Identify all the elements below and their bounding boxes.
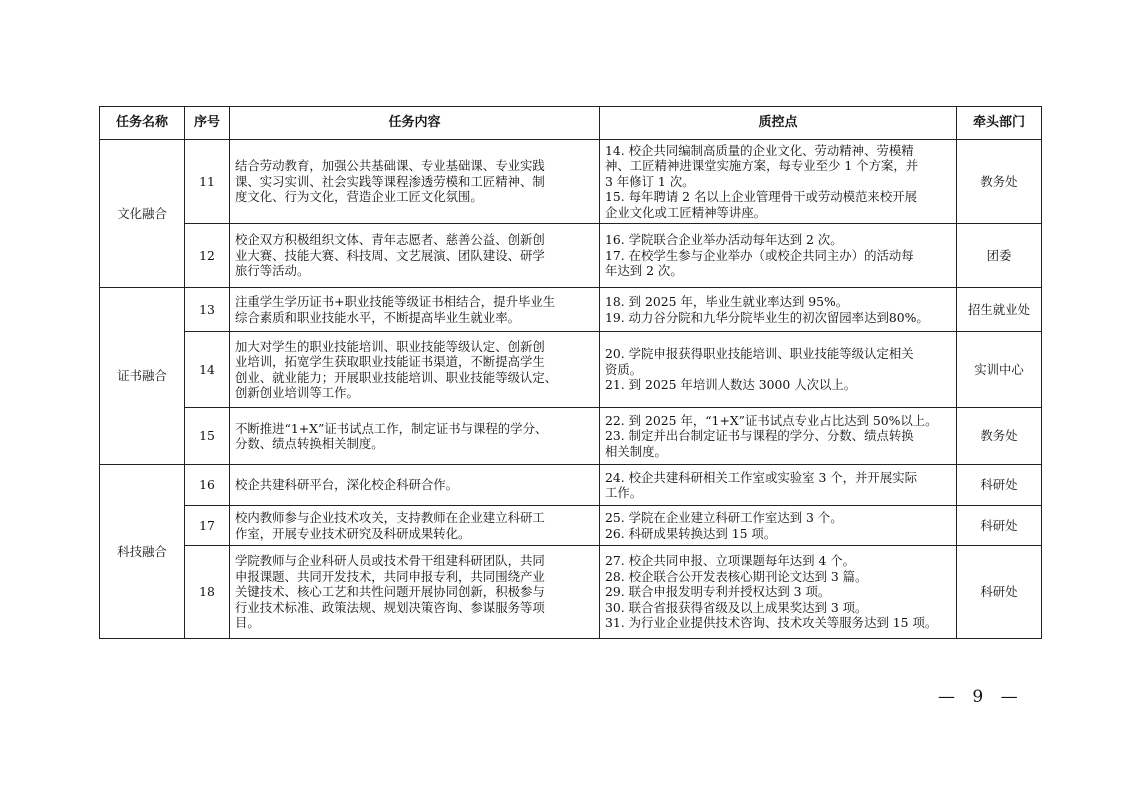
dept-cell: 招生就业处 — [957, 288, 1042, 332]
quality-line: 年达到 2 次。 — [605, 263, 683, 279]
dept-cell: 科研处 — [957, 465, 1042, 506]
content-line: 分数、绩点转换相关制度。 — [235, 436, 384, 451]
quality-cell — [600, 506, 957, 546]
seq-cell: 11 — [185, 140, 230, 224]
content-cell — [230, 140, 600, 224]
quality-line: 企业文化或工匠精神等讲座。 — [605, 204, 767, 220]
content-line: 关键技术、核心工艺和共性问题开展协同创新，积极参与 — [235, 584, 545, 600]
table-row — [100, 546, 1042, 639]
content-line: 结合劳动教育，加强公共基础课、专业基础课、专业实践 — [235, 158, 545, 174]
seq-cell: 12 — [185, 224, 230, 288]
content-line: 加大对学生的职业技能培训、职业技能等级认定、创新创 — [235, 338, 545, 354]
content-line: 度文化、行为文化，营造企业工匠文化氛围。 — [235, 189, 483, 205]
quality-line: 29. 联合申报发明专利并授权达到 3 项。 — [605, 584, 831, 600]
quality-line: 15. 每年聘请 2 名以上企业管理骨干或劳动模范来校开展 — [605, 189, 917, 205]
header-seq: 序号 — [185, 107, 230, 140]
content-line: 校企双方积极组织文体、青年志愿者、慈善公益、创新创 — [235, 232, 545, 248]
content-line: 创业、就业能力；开展职业技能培训、职业技能等级认定、 — [235, 369, 558, 385]
header-dept: 牵头部门 — [957, 107, 1042, 140]
content-line: 行业技术标准、政策法规、规划决策咨询、参谋服务等项 — [235, 599, 545, 615]
content-line: 综合素质和职业技能水平，不断提高毕业生就业率。 — [235, 309, 520, 325]
quality-cell — [600, 288, 957, 332]
content-line: 注重学生学历证书+职业技能等级证书相结合，提升毕业生 — [235, 294, 556, 309]
dept-cell: 实训中心 — [957, 332, 1042, 408]
header-task-name: 任务名称 — [100, 107, 185, 140]
quality-line: 26. 科研成果转换达到 15 项。 — [605, 525, 777, 541]
dept-cell: 科研处 — [957, 546, 1042, 639]
dept-cell: 教务处 — [957, 140, 1042, 224]
content-cell — [230, 224, 600, 288]
content-cell — [230, 408, 600, 465]
table-row — [100, 408, 1042, 465]
quality-line: 18. 到 2025 年，毕业生就业率达到 95%。 — [605, 294, 849, 309]
quality-line: 3 年修订 1 次。 — [605, 173, 695, 189]
content-cell — [230, 288, 600, 332]
content-line: 业大赛、技能大赛、科技周、文艺展演、团队建设、研学 — [235, 247, 545, 263]
quality-cell — [600, 140, 957, 224]
dept-cell: 教务处 — [957, 408, 1042, 465]
seq-cell: 14 — [185, 332, 230, 408]
category-cell: 证书融合 — [100, 288, 185, 465]
content-line: 创新创业培训等工作。 — [235, 385, 359, 400]
quality-line: 23. 制定并出台制定证书与课程的学分、分数、绩点转换 — [605, 428, 914, 444]
quality-line: 30. 联合省报获得省级及以上成果奖达到 3 项。 — [605, 599, 868, 615]
quality-line: 工作。 — [605, 485, 643, 500]
table-row — [100, 224, 1042, 288]
content-line: 作室，开展专业技术研究及科研成果转化。 — [235, 525, 471, 541]
table-row — [100, 140, 1042, 224]
content-line: 学院教师与企业科研人员或技术骨干组建科研团队，共同 — [235, 553, 545, 569]
content-line: 旅行等活动。 — [235, 263, 310, 279]
quality-line: 21. 到 2025 年培训人数达 3000 人次以上。 — [605, 377, 857, 393]
category-cell: 科技融合 — [100, 465, 185, 639]
header-content: 任务内容 — [230, 107, 600, 140]
quality-line: 16. 学院联合企业举办活动每年达到 2 次。 — [605, 232, 843, 248]
content-cell — [230, 506, 600, 546]
quality-cell — [600, 465, 957, 506]
content-line: 业培训，拓宽学生获取职业技能证书渠道，不断提高学生 — [235, 354, 545, 369]
quality-cell — [600, 408, 957, 465]
content-cell — [230, 546, 600, 639]
content-cell — [230, 332, 600, 408]
quality-line: 27. 校企共同申报、立项课题每年达到 4 个。 — [605, 553, 856, 569]
content-line: 目。 — [235, 615, 260, 631]
table-row — [100, 288, 1042, 332]
seq-cell: 17 — [185, 506, 230, 546]
quality-line: 31. 为行业企业提供技术咨询、技术攻关等服务达到 15 项。 — [605, 615, 938, 631]
quality-line: 14. 校企共同编制高质量的企业文化、劳动精神、劳模精 — [605, 142, 914, 158]
quality-line: 资质。 — [605, 361, 643, 377]
content-line: 不断推进“1+X”证书试点工作，制定证书与课程的学分、 — [235, 420, 548, 436]
quality-line: 24. 校企共建科研相关工作室或实验室 3 个，并开展实际 — [605, 469, 917, 485]
dept-cell: 团委 — [957, 224, 1042, 288]
quality-line: 28. 校企联合公开发表核心期刊论文达到 3 篇。 — [605, 568, 868, 584]
content-line: 课、实习实训、社会实践等课程渗透劳模和工匠精神、制 — [235, 173, 545, 189]
quality-line: 20. 学院申报获得职业技能培训、职业技能等级认定相关 — [605, 346, 914, 362]
quality-cell — [600, 224, 957, 288]
quality-cell — [600, 332, 957, 408]
quality-line: 25. 学院在企业建立科研工作室达到 3 个。 — [605, 510, 843, 525]
table-row — [100, 332, 1042, 408]
quality-line: 17. 在校学生参与企业举办（或校企共同主办）的活动每 — [605, 247, 914, 263]
seq-cell: 13 — [185, 288, 230, 332]
table-row — [100, 465, 1042, 506]
seq-cell: 16 — [185, 465, 230, 506]
seq-cell: 15 — [185, 408, 230, 465]
quality-line: 神、工匠精神进课堂实施方案，每专业至少 1 个方案，并 — [605, 158, 919, 174]
content-line: 校内教师参与企业技术攻关，支持教师在企业建立科研工 — [235, 510, 545, 525]
content-cell — [230, 465, 600, 506]
header-quality: 质控点 — [600, 107, 957, 140]
quality-cell — [600, 546, 957, 639]
content-line: 校企共建科研平台，深化校企科研合作。 — [235, 477, 459, 493]
quality-line: 相关制度。 — [605, 443, 667, 459]
page-number: — 9 — — [938, 687, 1024, 707]
task-table — [99, 106, 1042, 639]
category-cell: 文化融合 — [100, 140, 185, 288]
table-row — [100, 506, 1042, 546]
content-line: 申报课题、共同开发技术，共同申报专利，共同围绕产业 — [235, 568, 545, 584]
dept-cell: 科研处 — [957, 506, 1042, 546]
seq-cell: 18 — [185, 546, 230, 639]
quality-line: 22. 到 2025 年，“1+X”证书试点专业占比达到 50%以上。 — [605, 412, 938, 428]
quality-line: 19. 动力谷分院和九华分院毕业生的初次留园率达到80%。 — [605, 309, 929, 325]
table-header-row — [100, 107, 1042, 140]
